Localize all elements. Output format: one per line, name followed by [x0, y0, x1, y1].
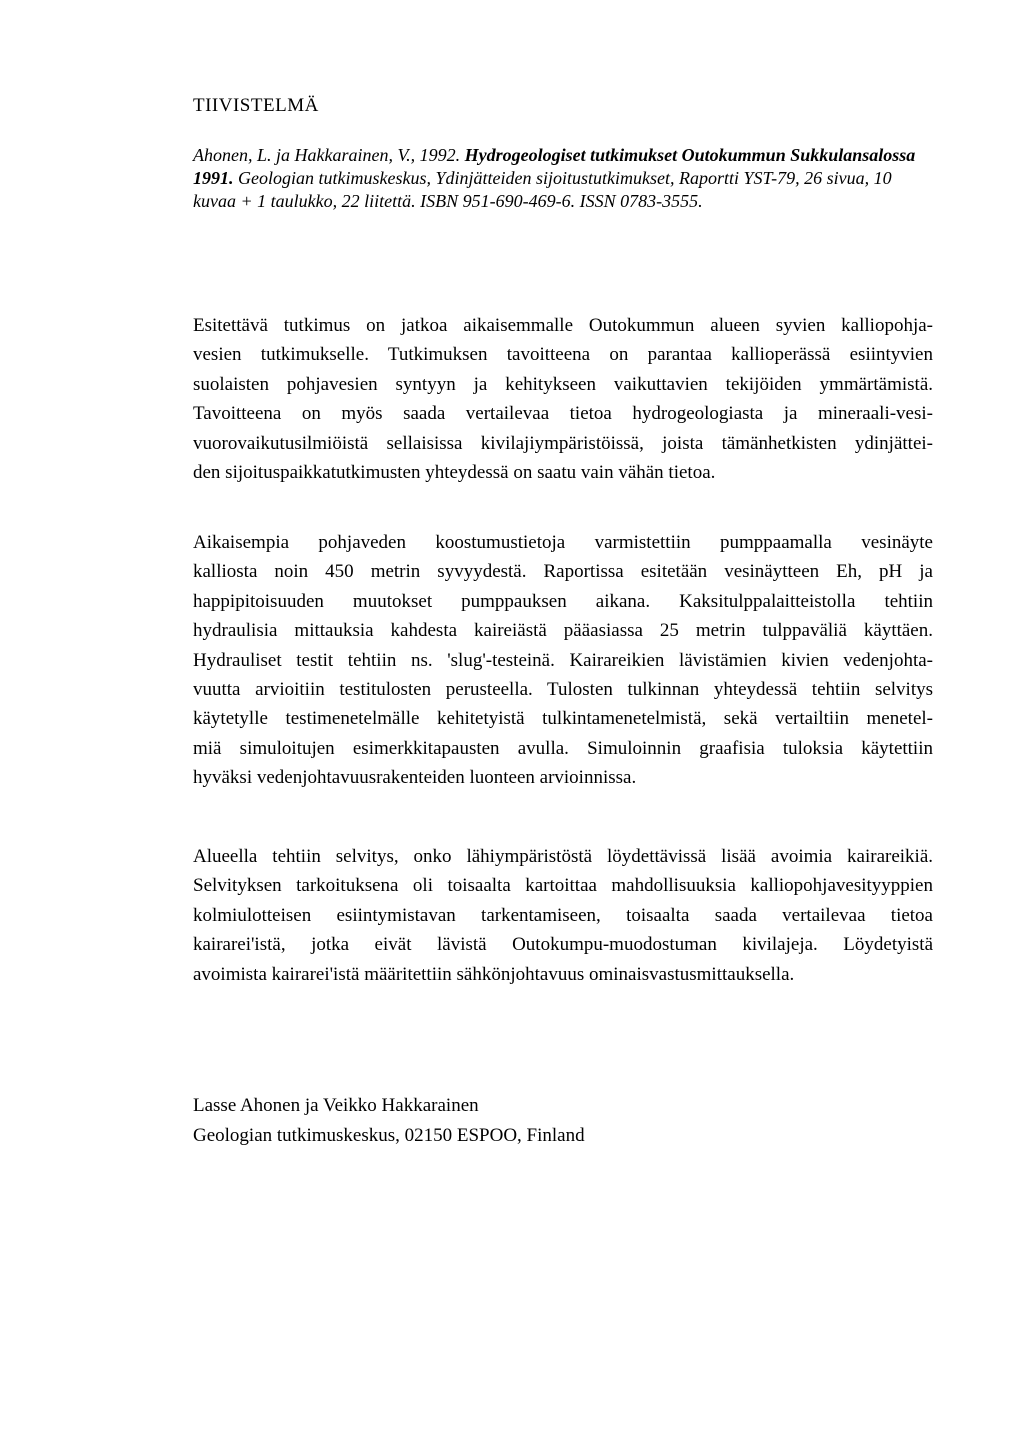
text-line: vuorovaikutusilmiöistä sellaisissa kivilajiympäristöissä, joista tämänhetkisten ydinjättei-: [193, 432, 933, 454]
text-line: avoimista kairarei'istä määritettiin sähkönjohtavuus ominaisvastusmittauksella.: [193, 963, 795, 985]
citation-authors-year: Ahonen, L. ja Hakkarainen, V., 1992.: [193, 145, 465, 165]
abstract-paragraph-2: [193, 528, 933, 793]
abstract-paragraph-3: [193, 842, 933, 989]
signature-address: Geologian tutkimuskeskus, 02150 ESPOO, Finland: [193, 1125, 585, 1146]
text-line: vuutta arvioitiin testitulosten perusteella. Tulosten tulkinnan yhteydessä tehtiin selvitys: [193, 679, 933, 701]
signature-authors: Lasse Ahonen ja Veikko Hakkarainen: [193, 1095, 479, 1116]
text-line: hydraulisia mittauksia kahdesta kaireiästä pääasiassa 25 metrin tulppaväliä käyttäen.: [193, 620, 933, 642]
text-line: hyväksi vedenjohtavuusrakenteiden luonteen arvioinnissa.: [193, 767, 637, 789]
text-line: den sijoituspaikkatutkimusten yhteydessä on saatu vain vähän tietoa.: [193, 462, 716, 484]
bibliographic-citation: [193, 144, 938, 213]
citation-details: Geologian tutkimuskeskus, Ydinjätteiden sijoitustutkimukset, Raportti YST-79, 26 sivua, 10 kuvaa + 1 taulukko, 22 liitettä. ISBN 951-690-469-6. ISSN 0783-3555.: [193, 168, 892, 211]
text-line: Alueella tehtiin selvitys, onko lähiympäristöstä löydettävissä lisää avoimia kairareikiä.: [193, 846, 933, 867]
text-line: happipitoisuuden muutokset pumppauksen aikana. Kaksitulppalaitteistolla tehtiin: [193, 590, 933, 612]
author-signature: [193, 1091, 585, 1151]
text-line: Aikaisempia pohjaveden koostumustietoja varmistettiin pumppaamalla vesinäyte: [193, 532, 933, 553]
text-line: kalliosta noin 450 metrin syvyydestä. Raportissa esitetään vesinäytteen Eh, pH ja: [193, 561, 933, 583]
text-line: miä simuloitujen esimerkkitapausten avulla. Simuloinnin graafisia tuloksia käytettiin: [193, 737, 933, 759]
text-line: käytetylle testimenetelmälle kehitetyistä tulkintamenetelmistä, sekä vertailtiin menetel-: [193, 708, 933, 730]
citation-title: Hydrogeologiset tutkimukset Outokummun Sukkulansalossa 1991.: [193, 145, 916, 188]
text-line: vesien tutkimukselle. Tutkimuksen tavoitteena on parantaa kallioperässä esiintyvien: [193, 344, 933, 366]
text-line: suolaisten pohjavesien syntyyn ja kehitykseen vaikuttavien tekijöiden ymmärtämistä.: [193, 373, 933, 395]
abstract-paragraph-1: [193, 311, 933, 487]
text-line: Hydrauliset testit tehtiin ns. 'slug'-testeinä. Kairareikien lävistämien kivien vedenjohta-: [193, 649, 933, 671]
text-line: Esitettävä tutkimus on jatkoa aikaisemmalle Outokummun alueen syvien kalliopohja-: [193, 315, 933, 336]
text-line: Selvityksen tarkoituksena oli toisaalta kartoittaa mahdollisuuksia kalliopohjavesityyppien: [193, 875, 933, 897]
text-line: kolmiulotteisen esiintymistavan tarkentamiseen, toisaalta saada vertailevaa tietoa: [193, 904, 933, 926]
text-line: kairarei'istä, jotka eivät lävistä Outokumpu-muodostuman kivilajeja. Löydetyistä: [193, 934, 933, 956]
text-line: Tavoitteena on myös saada vertailevaa tietoa hydrogeologiasta ja mineraali-vesi-: [193, 403, 933, 425]
page-heading: TIIVISTELMÄ: [193, 95, 319, 116]
